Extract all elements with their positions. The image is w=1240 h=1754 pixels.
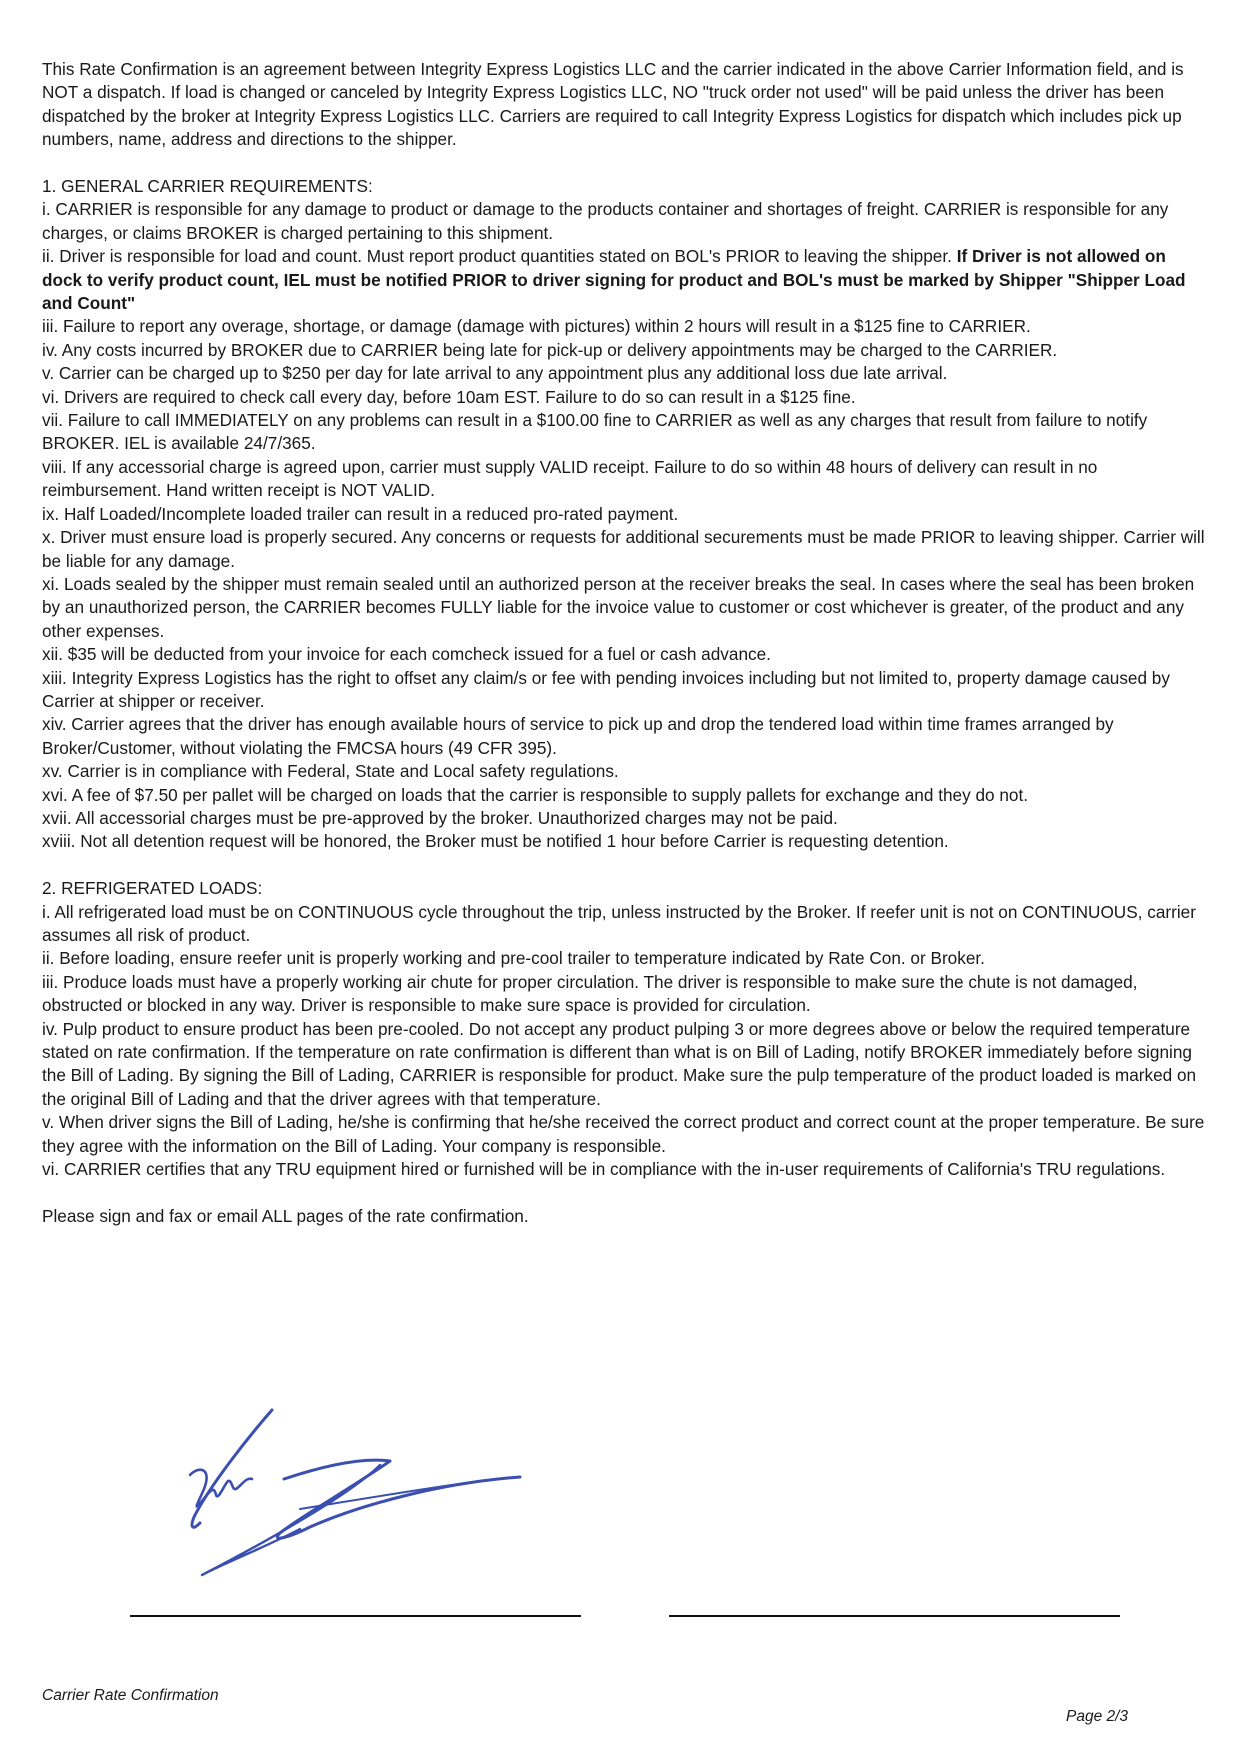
signature-stroke — [192, 1410, 272, 1527]
s1-item-xvii: xvii. All accessorial charges must be pre-approved by the broker. Unauthorized charges may not be paid. — [42, 807, 838, 828]
s1-item-xiv: xiv. Carrier agrees that the driver has enough available hours of service to pick up and drop the tendered load within time frames arranged by Broker/Customer, without violating the FMCSA hours (49 CFR 395). — [42, 714, 1114, 758]
s2-item-iv: iv. Pulp product to ensure product has been pre-cooled. Do not accept any product pulping 3 or more degrees above or below the required temperature stated on rate confirmation. If the temperature on rate confirmation is different than what is on Bill of Lading, notify BROKER immediately before signing the Bill of Lading. By signing the Bill of Lading, CARRIER is responsible for product. Make sure the pulp temperature of the product loaded is marked on the original Bill of Lading and that the driver agrees with that temperature. — [42, 1018, 1197, 1109]
s1-item-x: x. Driver must ensure load is properly secured. Any concerns or requests for additional securements must be made PRIOR to leaving shipper. Carrier will be liable for any damage. — [42, 527, 1205, 571]
signature-strokes — [190, 1410, 520, 1575]
signature-stroke — [300, 1481, 480, 1509]
s2-item-i: i. All refrigerated load must be on CONTINUOUS cycle throughout the trip, unless instructed by the Broker. If reefer unit is not on CONTINUOUS, carrier assumes all risk of product. — [42, 901, 1196, 945]
s1-item-viii: viii. If any accessorial charge is agreed upon, carrier must supply VALID receipt. Failure to do so within 48 hours of delivery can result in no reimbursement. Hand written receipt is NOT VALID. — [42, 456, 1098, 501]
s1-item-vi: vi. Drivers are required to check call every day, before 10am EST. Failure to do so can result in a $125 fine. — [42, 386, 856, 407]
signature-line-right — [669, 1615, 1120, 1617]
signature-line-left — [130, 1615, 581, 1617]
s1-item-iii: iii. Failure to report any overage, shortage, or damage (damage with pictures) within 2 hours will result in a $125 fine to CARRIER. — [42, 316, 1031, 337]
s1-item-i: i. CARRIER is responsible for any damage to product or damage to the products container and shortages of freight. CARRIER is responsible for any charges, or claims BROKER is charged pertaining to this shipment. — [42, 199, 1169, 243]
s1-item-vii: vii. Failure to call IMMEDIATELY on any problems can result in a $100.00 fine to CARRIER as well as any charges that result from failure to notify BROKER. IEL is available 24/7/365. — [42, 410, 1148, 454]
s1-item-ii — [42, 245, 1208, 315]
document-body — [42, 58, 1208, 1228]
s1-item-v: v. Carrier can be charged up to $250 per day for late arrival to any appointment plus any additional loss due late arrival. — [42, 363, 948, 384]
s1-item-ii-bold-text: If Driver is not allowed on dock to verify product count, IEL must be notified PRIOR to driver signing for product and BOL's must be marked by Shipper "Shipper Load and Count" — [42, 246, 1186, 314]
s1-item-xvi: xvi. A fee of $7.50 per pallet will be charged on loads that the carrier is responsible to supply pallets for exchange and they do not. — [42, 784, 1029, 805]
s1-item-xv: xv. Carrier is in compliance with Federal, State and Local safety regulations. — [42, 761, 619, 782]
handwritten-signature — [180, 1405, 560, 1585]
footer-title: Carrier Rate Confirmation — [42, 1687, 219, 1704]
s2-item-iii: iii. Produce loads must have a properly working air chute for proper circulation. The driver is responsible to make sure the chute is not damaged, obstructed or blocked in any way. Driver is responsible to make sure space is provided for circulation. — [42, 971, 1138, 1016]
s2-item-vi: vi. CARRIER certifies that any TRU equipment hired or furnished will be in compliance with the in-user requirements of California's TRU regulations. — [42, 1159, 1166, 1180]
closing-instruction: Please sign and fax or email ALL pages of the rate confirmation. — [42, 1205, 529, 1226]
s1-item-xii: xii. $35 will be deducted from your invoice for each comcheck issued for a fuel or cash advance. — [42, 644, 771, 665]
intro-paragraph: This Rate Confirmation is an agreement between Integrity Express Logistics LLC and the carrier indicated in the above Carrier Information field, and is NOT a dispatch. If load is changed or canceled by Integrity Express Logistics LLC, NO "truck order not used" will be paid unless the driver has been dispatched by the broker at Integrity Express Logistics LLC. Carriers are required to call Integrity Express Logistics for dispatch which includes pick up numbers, name, address and directions to the shipper. — [42, 59, 1184, 150]
s1-item-xi: xi. Loads sealed by the shipper must remain sealed until an authorized person at the receiver breaks the seal. In cases where the seal has been broken by an unauthorized person, the CARRIER becomes FULLY liable for the invoice value to customer or cost whichever is greater, of the product and any other expenses. — [42, 573, 1195, 641]
s1-item-ii-text: ii. Driver is responsible for load and count. Must report product quantities stated on BOL's PRIOR to leaving the shipper. — [42, 246, 957, 267]
signature-stroke — [277, 1460, 520, 1538]
s1-item-xviii: xviii. Not all detention request will be honored, the Broker must be notified 1 hour before Carrier is requesting detention. — [42, 831, 949, 852]
s1-item-ix: ix. Half Loaded/Incomplete loaded trailer can result in a reduced pro-rated payment. — [42, 503, 679, 524]
section-1-title: 1. GENERAL CARRIER REQUIREMENTS: — [42, 176, 373, 197]
page-number: Page 2/3 — [1066, 1708, 1129, 1725]
s1-item-iv: iv. Any costs incurred by BROKER due to CARRIER being late for pick-up or delivery appointments may be charged to the CARRIER. — [42, 339, 1058, 360]
section-2-title: 2. REFRIGERATED LOADS: — [42, 878, 263, 899]
s1-item-xiii: xiii. Integrity Express Logistics has the right to offset any claim/s or fee with pending invoices including but not limited to, property damage caused by Carrier at shipper or receiver. — [42, 667, 1170, 711]
s2-item-v: v. When driver signs the Bill of Lading, he/she is confirming that he/she received the correct product and correct count at the proper temperature. Be sure they agree with the information on the Bill of Lading. Your company is responsible. — [42, 1112, 1205, 1156]
s2-item-ii: ii. Before loading, ensure reefer unit is properly working and pre-cool trailer to temperature indicated by Rate Con. or Broker. — [42, 948, 985, 969]
